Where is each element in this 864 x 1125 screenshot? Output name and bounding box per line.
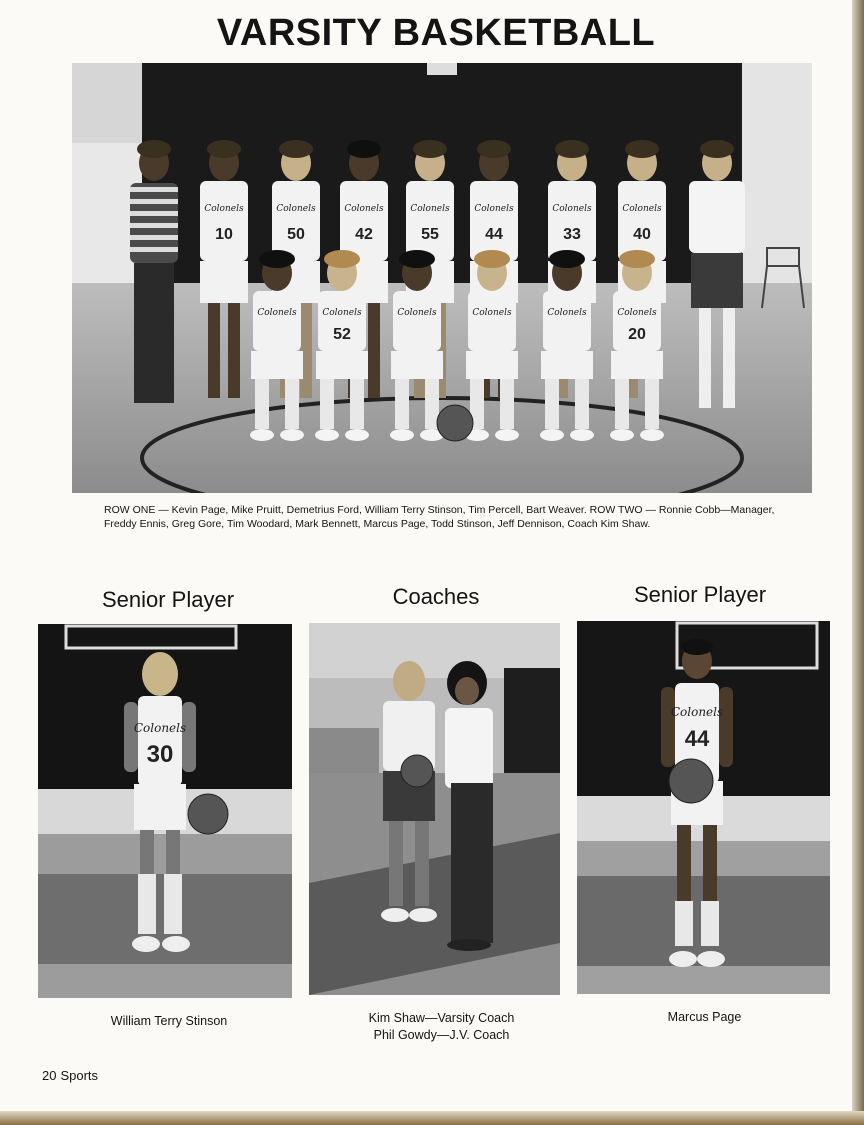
jersey-word: Colonels [133,721,187,735]
jersey-word: Colonels [552,204,592,214]
senior-player-photo-right [577,621,830,994]
basketball [437,405,473,441]
section-name: Sports [60,1068,99,1083]
senior-player-caption-left: William Terry Stinson [110,1014,228,1028]
page-title: VARSITY BASKETBALL [216,12,656,54]
jersey-number: 52 [333,326,351,343]
senior-player-heading-left: Senior Player [101,587,235,612]
jersey-word: Colonels [547,308,587,318]
jersey-number: 30 [146,741,174,768]
jersey-word: Colonels [322,308,362,318]
team-photo-caption: ROW ONE — Kevin Page, Mike Pruitt, Demetrius Ford, William Terry Stinson, Tim Percell, Bart Weaver. ROW TWO — Ronnie Cobb—Manager, Freddy Ennis, Greg Gore, Tim Woodard, Mark Bennett, Marcus Page, Todd Stinson, Jeff Dennison, Coach Kim Shaw. [104,504,775,530]
team-photo [72,63,812,493]
basketball [401,755,433,787]
jersey-word: Colonels [474,204,514,214]
senior-player-photo-left [38,624,292,998]
jersey-number: 55 [421,226,439,243]
jersey-word: Colonels [257,308,297,318]
coaches-heading: Coaches [392,584,480,609]
jersey-word: Colonels [472,308,512,318]
page-number: 20 [42,1068,57,1083]
jersey-number: 44 [684,726,710,751]
jersey-word: Colonels [397,308,437,318]
team-photo-art [72,63,812,493]
page-folio [42,1068,98,1083]
jersey-word: Colonels [622,204,662,214]
coaches-photo [309,623,560,995]
basketball [188,794,228,834]
jersey-word: Colonels [617,308,657,318]
jersey-number: 50 [287,226,305,243]
jersey-number: 42 [355,226,373,243]
jersey-word: Colonels [344,204,384,214]
basketball [669,759,713,803]
jersey-number: 20 [628,326,646,343]
jersey-number: 33 [563,226,581,243]
page-edge-bottom [0,1111,864,1125]
jersey-number: 40 [633,226,651,243]
senior-player-caption-right: Marcus Page [667,1010,742,1024]
jersey-word: Colonels [204,204,244,214]
jersey-number: 10 [215,226,233,243]
page-edge-right [852,0,864,1125]
jersey-word: Colonels [670,705,724,719]
jersey-number: 44 [485,226,503,243]
coaches-caption [309,1010,574,1044]
senior-player-heading-right: Senior Player [633,582,767,607]
basketball-net [427,63,457,75]
jersey-word: Colonels [410,204,450,214]
jersey-word: Colonels [276,204,316,214]
coach-caption-line-1: Kim Shaw—Varsity Coach [368,1011,515,1025]
coach-caption-line-2: Phil Gowdy—J.V. Coach [373,1028,510,1042]
